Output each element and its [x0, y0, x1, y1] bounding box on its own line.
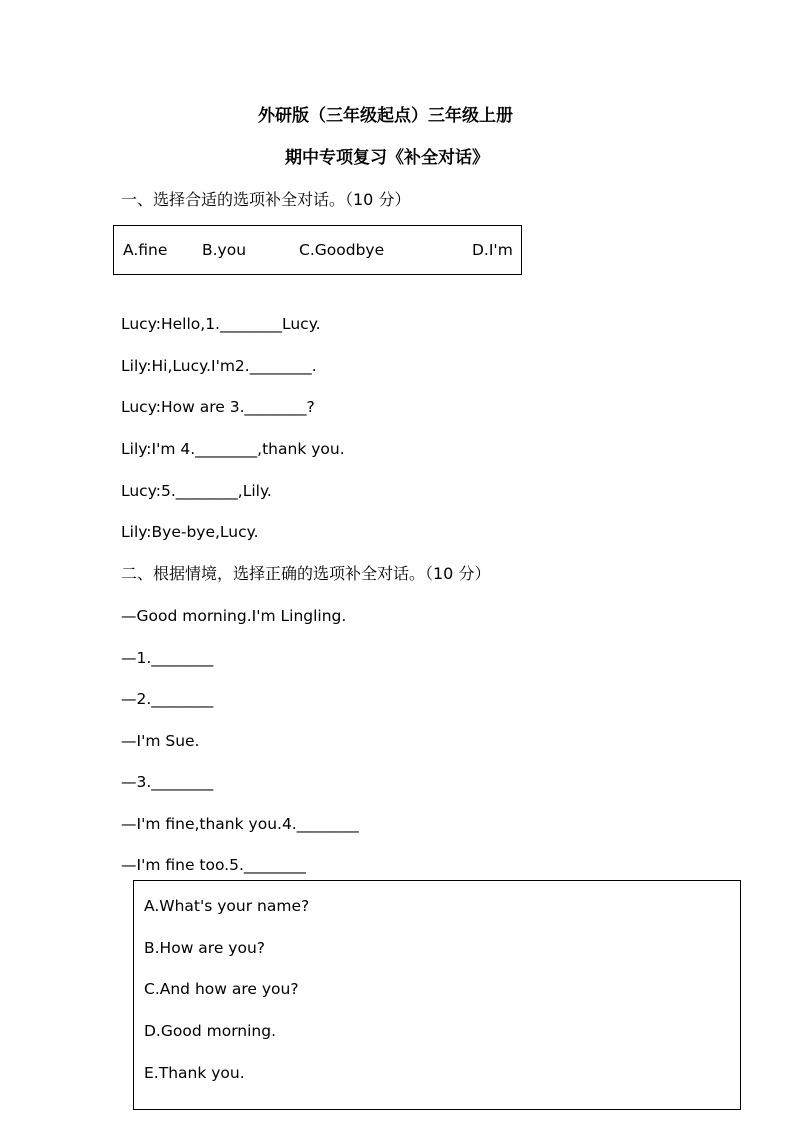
dialogue-line: —I'm fine too.5.________: [121, 856, 306, 874]
section1-options-box: [113, 225, 522, 275]
section2-options-box: [133, 880, 741, 1110]
dialogue-line: —1.________: [121, 649, 214, 667]
document-subtitle: 期中专项复习《补全对话》: [285, 148, 489, 168]
section1-option-d: D.I'm: [472, 241, 513, 259]
dialogue-line: —3.________: [121, 773, 214, 791]
section2-option-c: C.And how are you?: [144, 980, 299, 998]
dialogue-line: Lucy:5.________,Lily.: [121, 482, 272, 500]
dialogue-line: —2.________: [121, 690, 214, 708]
section1-option-b: B.you: [202, 241, 247, 259]
section2-option-b: B.How are you?: [144, 939, 266, 957]
section2-option-e: E.Thank you.: [144, 1064, 245, 1082]
dialogue-line: —Good morning.I'm Lingling.: [121, 607, 347, 625]
section1-option-c: C.Goodbye: [299, 241, 385, 259]
section2-option-a: A.What's your name?: [144, 897, 310, 915]
dialogue-line: Lucy:How are 3.________?: [121, 398, 315, 416]
section2-option-d: D.Good morning.: [144, 1022, 277, 1040]
section2-heading: 二、根据情境，选择正确的选项补全对话。（10 分）: [121, 564, 491, 583]
dialogue-line: Lily:Hi,Lucy.I'm2.________.: [121, 357, 317, 375]
section1-heading: 一、选择合适的选项补全对话。（10 分）: [121, 190, 411, 209]
dialogue-line: —I'm fine,thank you.4.________: [121, 815, 359, 833]
section1-option-a: A.fine: [123, 241, 168, 259]
dialogue-line: —I'm Sue.: [121, 732, 200, 750]
document-title: 外研版（三年级起点）三年级上册: [258, 106, 513, 126]
dialogue-line: Lily:I'm 4.________,thank you.: [121, 440, 345, 458]
dialogue-line: Lily:Bye-bye,Lucy.: [121, 523, 259, 541]
dialogue-line: Lucy:Hello,1.________Lucy.: [121, 315, 321, 333]
